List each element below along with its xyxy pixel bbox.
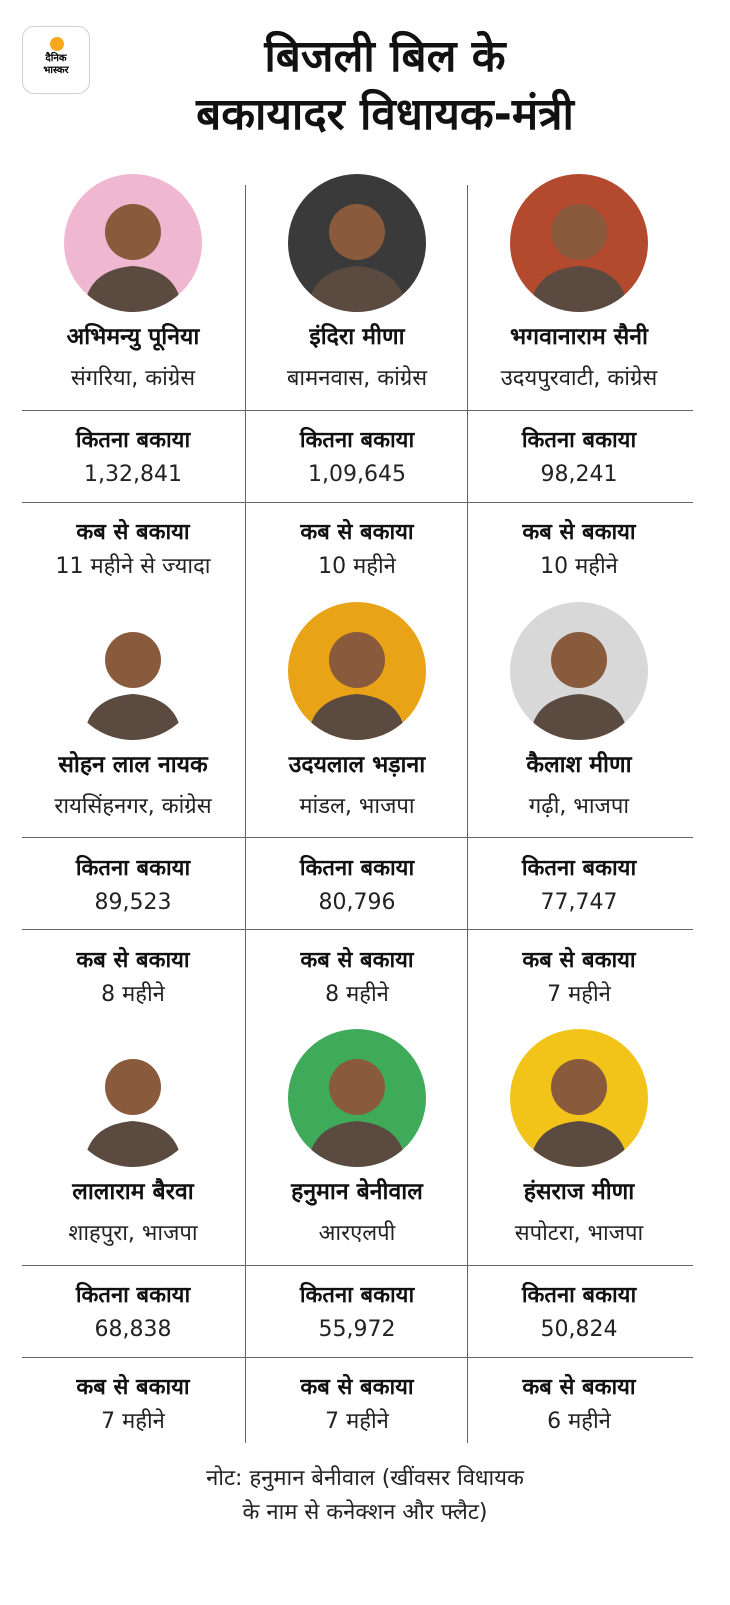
note-line-2: के नाम से कनेक्शन और फ्लैट) [242,1500,488,1525]
since-label: कब से बकाया [522,520,636,545]
person-constituency: संगरिया, कांग्रेस [70,366,196,391]
since-value: 7 महीने [547,982,611,1007]
person-constituency: मांडल, भाजपा [299,794,415,819]
row-divider [22,410,693,411]
person-silhouette-icon [64,174,202,312]
person-constituency: उदयपुरवाटी, कांग्रेस [500,366,658,391]
row-divider [22,929,693,930]
row-divider [22,837,693,838]
person-photo [64,1029,202,1167]
amount-value: 55,972 [318,1317,396,1342]
person-photo [288,602,426,740]
person-constituency: बामनवास, कांग्रेस [286,366,428,391]
since-label: कब से बकाया [76,1375,190,1400]
amount-value: 50,824 [540,1317,618,1342]
person-constituency: आरएलपी [318,1221,396,1246]
person-name: सोहन लाल नायक [58,752,208,778]
person-photo [64,174,202,312]
row-divider [22,1265,693,1266]
person-silhouette-icon [64,1029,202,1167]
amount-value: 98,241 [540,462,618,487]
amount-label: कितना बकाया [75,856,191,881]
person-silhouette-icon [510,174,648,312]
since-label: कब से बकाया [300,1375,414,1400]
since-value: 8 महीने [101,982,165,1007]
person-silhouette-icon [288,174,426,312]
person-name: कैलाश मीणा [526,752,632,778]
amount-label: कितना बकाया [299,1283,415,1308]
person-name: हनुमान बेनीवाल [291,1179,423,1205]
person-constituency: रायसिंहनगर, कांग्रेस [54,794,212,819]
title-line-2: बकायादर विधायक-मंत्री [196,89,574,140]
since-label: कब से बकाया [522,1375,636,1400]
brand-logo [22,26,90,94]
person-silhouette-icon [510,602,648,740]
person-constituency: गढ़ी, भाजपा [528,794,630,819]
amount-label: कितना बकाया [75,1283,191,1308]
footnote [60,1462,670,1530]
person-name: अभिमन्यु पूनिया [66,324,200,350]
since-value: 11 महीने से ज्यादा [55,554,211,579]
person-constituency: शाहपुरा, भाजपा [68,1221,198,1246]
amount-label: कितना बकाया [521,428,637,453]
amount-label: कितना बकाया [521,856,637,881]
logo-line-2: भास्कर [43,65,69,76]
amount-value: 77,747 [540,890,618,915]
amount-label: कितना बकाया [521,1283,637,1308]
person-silhouette-icon [288,1029,426,1167]
since-value: 10 महीने [318,554,396,579]
person-photo [510,1029,648,1167]
person-name: भगवानाराम सैनी [510,324,648,350]
person-name: उदयलाल भड़ाना [288,752,426,778]
title-line-1: बिजली बिल के [264,31,506,82]
since-value: 7 महीने [325,1409,389,1434]
since-label: कब से बकाया [76,520,190,545]
amount-value: 1,09,645 [308,462,406,487]
since-value: 10 महीने [540,554,618,579]
person-photo [288,174,426,312]
amount-value: 89,523 [94,890,172,915]
logo-line-1: दैनिक [45,53,67,64]
row-divider [22,1357,693,1358]
person-constituency: सपोटरा, भाजपा [514,1221,644,1246]
page-title [100,28,670,144]
since-value: 7 महीने [101,1409,165,1434]
person-name: लालाराम बैरवा [72,1179,194,1205]
amount-label: कितना बकाया [75,428,191,453]
person-silhouette-icon [510,1029,648,1167]
person-photo [510,602,648,740]
amount-value: 1,32,841 [84,462,182,487]
amount-label: कितना बकाया [299,856,415,881]
row-divider [22,502,693,503]
amount-value: 80,796 [318,890,396,915]
since-label: कब से बकाया [300,948,414,973]
person-photo [510,174,648,312]
person-name: इंदिरा मीणा [309,324,405,350]
person-name: हंसराज मीणा [523,1179,635,1205]
person-photo [288,1029,426,1167]
since-value: 8 महीने [325,982,389,1007]
amount-value: 68,838 [94,1317,172,1342]
sun-icon [50,37,64,51]
person-photo [64,602,202,740]
person-silhouette-icon [64,602,202,740]
amount-label: कितना बकाया [299,428,415,453]
since-value: 6 महीने [547,1409,611,1434]
since-label: कब से बकाया [522,948,636,973]
person-silhouette-icon [288,602,426,740]
note-line-1: नोट: हनुमान बेनीवाल (खींवसर विधायक [206,1466,524,1491]
since-label: कब से बकाया [300,520,414,545]
since-label: कब से बकाया [76,948,190,973]
